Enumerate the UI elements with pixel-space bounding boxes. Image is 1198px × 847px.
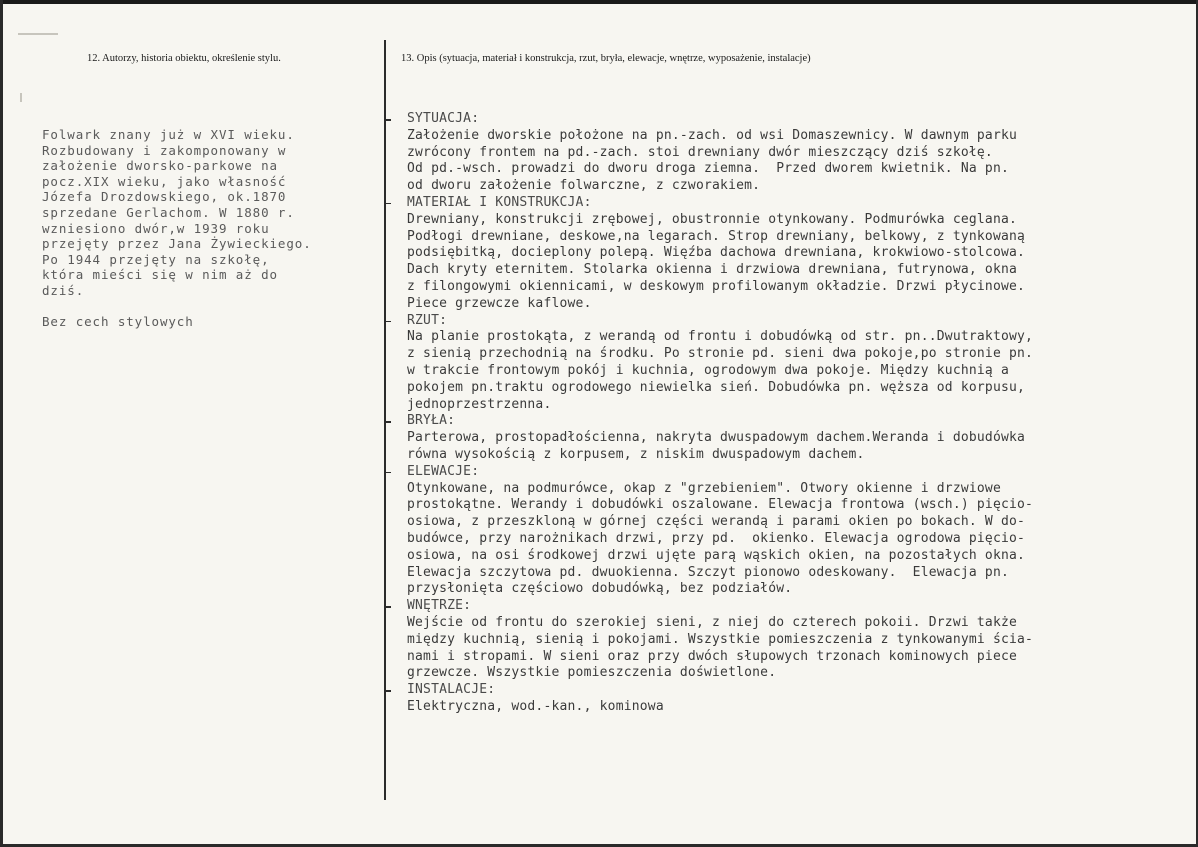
column-divider [384,40,386,800]
section-heading: BRYŁA: [407,413,1187,430]
section-text-line: Założenie dworskie położone na pn.-zach. od wsi Domaszewnicy. W dawnym parku [407,127,1018,143]
history-line: dziś. [42,282,85,298]
scan-edge-left [0,0,3,847]
section-text-line: w trakcie frontowym pokój i kuchnia, ogrodowym dwa pokoje. Między kuchnią a [407,362,1009,378]
blank-line [42,299,372,315]
section-text-line: prostokątne. Werandy i dobudówki oszalowane. Elewacja frontowa (wsch.) pięcio- [407,497,1034,513]
section-text-line: grzewcze. Wszystkie pomieszczenia doświetlone. [407,665,777,681]
section-text-line: Otynkowane, na podmurówce, okap z "grzebieniem". Otwory okienne i drzwiowe [407,480,1001,496]
section-text-line: przysłonięta częściowo dobudówką, bez podziałów. [407,581,793,597]
history-line: Józefa Drozdowskiego, ok.1870 [42,189,287,205]
section-text-line: Elektryczna, wod.-kan., kominowa [407,698,664,714]
style-note: Bez cech stylowych [42,314,194,330]
section-text-line: osiowa, z przeszkloną w górnej części werandą i parami okien po bokach. W do- [407,514,1026,530]
history-line: sprzedane Gerlachom. W 1880 r. [42,204,295,220]
section-heading: WNĘTRZE: [407,598,1187,615]
section-text-line: równa wysokością z korpusem, z niskim dwuspadowym dachem. [407,446,865,462]
history-line: Po 1944 przejęty na szkołę, [42,251,270,267]
section-text-line: budówce, przy narożnikach drzwi, przy pd. okienko. Elewacja ogrodowa pięcio- [407,530,1026,546]
section-heading: INSTALACJE: [407,682,1187,699]
history-line: Folwark znany już w XVI wieku. [42,127,295,142]
description-column [407,111,1187,716]
history-column [42,127,372,330]
section-text-line: Dach kryty eternitem. Stolarka okienna i drzwiowa drewniana, futrynowa, okna [407,262,1018,278]
paper-speck [20,93,22,102]
history-line: Rozbudowany i zakomponowany w [42,142,287,158]
section-text-line: osiowa, na osi środkowej drzwi ujęte parą wąskich okien, na pozostałych okna. [407,547,1026,563]
history-line: która mieści się w nim aż do [42,267,278,283]
section-heading: MATERIAŁ I KONSTRUKCJA: [407,195,1187,212]
paper-speck [18,33,58,35]
section-text-line: z filongowymi okiennicami, w deskowym profilowanym okładzie. Drzwi płycinowe. [407,278,1026,294]
section-text-line: jednoprzestrzenna. [407,396,552,412]
history-line: założenie dworsko-parkowe na [42,158,278,174]
section-heading: ELEWACJE: [407,464,1187,481]
left-section-header: 12. Autorzy, historia obiektu, określenie stylu. [87,53,281,64]
section-text-line: zwrócony frontem na pd.-zach. stoi drewniany dwór mieszczący dziś szkołę. [407,144,993,160]
history-line: wzniesiono dwór,w 1939 roku [42,220,270,236]
section-heading: SYTUACJA: [407,111,1187,128]
section-text-line: Wejście od frontu do szerokiej sieni, z niej do czterech pokoii. Drzwi także [407,614,1018,630]
section-text-line: Piece grzewcze kaflowe. [407,295,592,311]
section-text-line: Drewniany, konstrukcji zrębowej, obustronnie otynkowany. Podmurówka ceglana. [407,211,1018,227]
section-text-line: Od pd.-wsch. prowadzi do dworu droga ziemna. Przed dworem kwietnik. Na pn. [407,161,1009,177]
history-line: przejęty przez Jana Żywieckiego. [42,236,312,252]
section-text-line: Elewacja szczytowa pd. dwuokienna. Szczyt pionowo odeskowany. Elewacja pn. [407,564,1009,580]
right-section-header: 13. Opis (sytuacja, materiał i konstrukcja, rzut, bryła, elewacje, wnętrze, wyposażenie, instalacje) [401,53,811,64]
section-text-line: Podłogi drewniane, deskowe,na legarach. Strop drewniany, belkowy, z tynkowaną [407,228,1026,244]
section-heading: RZUT: [407,313,1187,330]
section-text-line: od dworu założenie folwarczne, z czworakiem. [407,178,761,194]
section-text-line: Parterowa, prostopadłościenna, nakryta dwuspadowym dachem.Weranda i dobudówka [407,430,1026,446]
history-line: pocz.XIX wieku, jako własność [42,173,287,189]
scan-edge-top [0,0,1198,4]
section-text-line: nami i stropami. W sieni oraz przy dwóch słupowych trzonach kominowych piece [407,648,1018,664]
section-text-line: podsiębitką, docieplony polepą. Więźba dachowa drewniana, krokwiowo-stolcowa. [407,245,1026,261]
section-text-line: pokojem pn.traktu ogrodowego niewielka sień. Dobudówka pn. węższa od korpusu, [407,379,1026,395]
section-text-line: między kuchnią, sienią i pokojami. Wszystkie pomieszczenia z tynkowanymi ścia- [407,631,1034,647]
section-text-line: z sienią przechodnią na środku. Po stronie pd. sieni dwa pokoje,po stronie pn. [407,346,1034,362]
section-text-line: Na planie prostokąta, z werandą od frontu i dobudówką od str. pn..Dwutraktowy, [407,329,1034,345]
